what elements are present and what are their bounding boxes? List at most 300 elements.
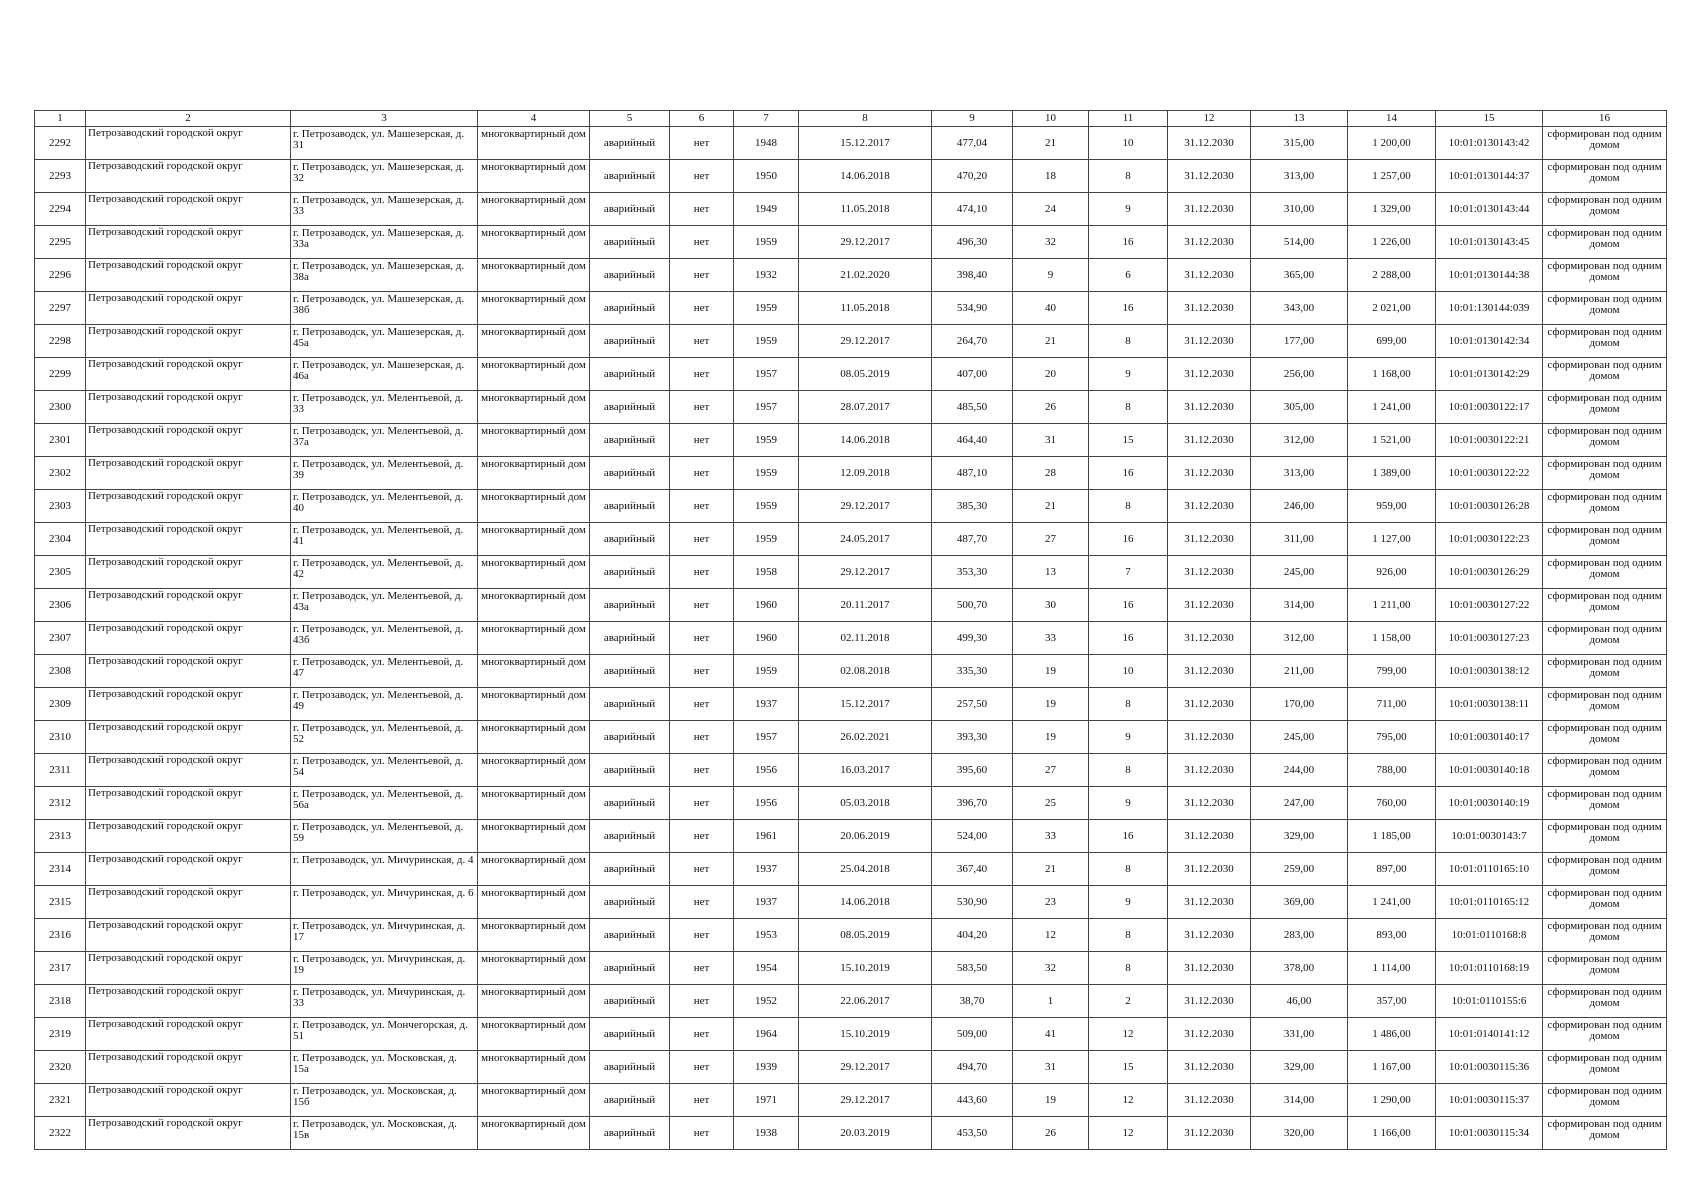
status-cell: нет bbox=[670, 622, 734, 655]
area-cell: 500,70 bbox=[932, 589, 1013, 622]
row-number-cell: 2310 bbox=[35, 721, 86, 754]
cadastral-number-cell: 10:01:0130142:34 bbox=[1436, 325, 1543, 358]
status-cell: нет bbox=[670, 787, 734, 820]
land-status-cell: сформирован под одним домом bbox=[1543, 490, 1667, 523]
year-built-cell: 1959 bbox=[734, 655, 799, 688]
cadastral-number-cell: 10:01:0030126:28 bbox=[1436, 490, 1543, 523]
apartments-cell: 15 bbox=[1089, 424, 1168, 457]
building-type-cell: многоквартирный дом bbox=[478, 292, 590, 325]
address-cell: г. Петрозаводск, ул. Мелентьевой, д. 43б bbox=[291, 622, 478, 655]
address-cell: г. Петрозаводск, ул. Мелентьевой, д. 56а bbox=[291, 787, 478, 820]
row-number-cell: 2303 bbox=[35, 490, 86, 523]
building-type-cell: многоквартирный дом bbox=[478, 556, 590, 589]
deadline-cell: 31.12.2030 bbox=[1168, 622, 1251, 655]
condition-cell: аварийный bbox=[590, 1018, 670, 1051]
condition-cell: аварийный bbox=[590, 721, 670, 754]
municipality-cell: Петрозаводский городской округ bbox=[86, 754, 291, 787]
date-cell: 11.05.2018 bbox=[799, 193, 932, 226]
building-type-cell: многоквартирный дом bbox=[478, 787, 590, 820]
status-cell: нет bbox=[670, 523, 734, 556]
land-status-cell: сформирован под одним домом bbox=[1543, 952, 1667, 985]
land-area-cell: 799,00 bbox=[1348, 655, 1436, 688]
municipality-cell: Петрозаводский городской округ bbox=[86, 886, 291, 919]
land-area-cell: 1 185,00 bbox=[1348, 820, 1436, 853]
building-type-cell: многоквартирный дом bbox=[478, 853, 590, 886]
living-area-cell: 244,00 bbox=[1251, 754, 1348, 787]
condition-cell: аварийный bbox=[590, 193, 670, 226]
apartments-cell: 16 bbox=[1089, 622, 1168, 655]
row-number-cell: 2322 bbox=[35, 1117, 86, 1150]
cadastral-number-cell: 10:01:0030122:22 bbox=[1436, 457, 1543, 490]
deadline-cell: 31.12.2030 bbox=[1168, 556, 1251, 589]
address-cell: г. Петрозаводск, ул. Мелентьевой, д. 54 bbox=[291, 754, 478, 787]
date-cell: 29.12.2017 bbox=[799, 1051, 932, 1084]
apartments-cell: 8 bbox=[1089, 853, 1168, 886]
residents-cell: 32 bbox=[1013, 952, 1089, 985]
column-header-9: 9 bbox=[932, 111, 1013, 127]
land-status-cell: сформирован под одним домом bbox=[1543, 358, 1667, 391]
residents-cell: 21 bbox=[1013, 325, 1089, 358]
deadline-cell: 31.12.2030 bbox=[1168, 721, 1251, 754]
row-number-cell: 2299 bbox=[35, 358, 86, 391]
cadastral-number-cell: 10:01:0110165:10 bbox=[1436, 853, 1543, 886]
deadline-cell: 31.12.2030 bbox=[1168, 589, 1251, 622]
row-number-cell: 2318 bbox=[35, 985, 86, 1018]
building-type-cell: многоквартирный дом bbox=[478, 391, 590, 424]
table-row bbox=[35, 160, 1667, 193]
date-cell: 08.05.2019 bbox=[799, 358, 932, 391]
apartments-cell: 8 bbox=[1089, 952, 1168, 985]
land-status-cell: сформирован под одним домом bbox=[1543, 1084, 1667, 1117]
deadline-cell: 31.12.2030 bbox=[1168, 919, 1251, 952]
address-cell: г. Петрозаводск, ул. Мичуринская, д. 33 bbox=[291, 985, 478, 1018]
year-built-cell: 1959 bbox=[734, 523, 799, 556]
column-header-16: 16 bbox=[1543, 111, 1667, 127]
apartments-cell: 12 bbox=[1089, 1018, 1168, 1051]
year-built-cell: 1937 bbox=[734, 688, 799, 721]
table-row bbox=[35, 655, 1667, 688]
deadline-cell: 31.12.2030 bbox=[1168, 325, 1251, 358]
land-area-cell: 788,00 bbox=[1348, 754, 1436, 787]
residents-cell: 28 bbox=[1013, 457, 1089, 490]
year-built-cell: 1950 bbox=[734, 160, 799, 193]
municipality-cell: Петрозаводский городской округ bbox=[86, 391, 291, 424]
land-area-cell: 357,00 bbox=[1348, 985, 1436, 1018]
residents-cell: 12 bbox=[1013, 919, 1089, 952]
year-built-cell: 1959 bbox=[734, 490, 799, 523]
cadastral-number-cell: 10:01:0030138:12 bbox=[1436, 655, 1543, 688]
land-status-cell: сформирован под одним домом bbox=[1543, 160, 1667, 193]
municipality-cell: Петрозаводский городской округ bbox=[86, 292, 291, 325]
year-built-cell: 1957 bbox=[734, 391, 799, 424]
table-row bbox=[35, 292, 1667, 325]
apartments-cell: 8 bbox=[1089, 160, 1168, 193]
row-number-cell: 2321 bbox=[35, 1084, 86, 1117]
building-type-cell: многоквартирный дом bbox=[478, 358, 590, 391]
table-row bbox=[35, 127, 1667, 160]
status-cell: нет bbox=[670, 853, 734, 886]
apartments-cell: 9 bbox=[1089, 358, 1168, 391]
date-cell: 16.03.2017 bbox=[799, 754, 932, 787]
row-number-cell: 2312 bbox=[35, 787, 86, 820]
living-area-cell: 256,00 bbox=[1251, 358, 1348, 391]
municipality-cell: Петрозаводский городской округ bbox=[86, 622, 291, 655]
land-area-cell: 1 166,00 bbox=[1348, 1117, 1436, 1150]
year-built-cell: 1959 bbox=[734, 424, 799, 457]
area-cell: 470,20 bbox=[932, 160, 1013, 193]
row-number-cell: 2302 bbox=[35, 457, 86, 490]
municipality-cell: Петрозаводский городской округ bbox=[86, 1018, 291, 1051]
table-row bbox=[35, 1084, 1667, 1117]
residents-cell: 27 bbox=[1013, 754, 1089, 787]
apartments-cell: 9 bbox=[1089, 193, 1168, 226]
row-number-cell: 2293 bbox=[35, 160, 86, 193]
row-number-cell: 2314 bbox=[35, 853, 86, 886]
residents-cell: 26 bbox=[1013, 1117, 1089, 1150]
year-built-cell: 1958 bbox=[734, 556, 799, 589]
year-built-cell: 1960 bbox=[734, 622, 799, 655]
land-status-cell: сформирован под одним домом bbox=[1543, 688, 1667, 721]
municipality-cell: Петрозаводский городской округ bbox=[86, 1051, 291, 1084]
condition-cell: аварийный bbox=[590, 160, 670, 193]
living-area-cell: 177,00 bbox=[1251, 325, 1348, 358]
apartments-cell: 16 bbox=[1089, 457, 1168, 490]
condition-cell: аварийный bbox=[590, 688, 670, 721]
year-built-cell: 1939 bbox=[734, 1051, 799, 1084]
status-cell: нет bbox=[670, 688, 734, 721]
municipality-cell: Петрозаводский городской округ bbox=[86, 985, 291, 1018]
date-cell: 29.12.2017 bbox=[799, 1084, 932, 1117]
living-area-cell: 305,00 bbox=[1251, 391, 1348, 424]
municipality-cell: Петрозаводский городской округ bbox=[86, 556, 291, 589]
row-number-cell: 2297 bbox=[35, 292, 86, 325]
area-cell: 443,60 bbox=[932, 1084, 1013, 1117]
table-row bbox=[35, 424, 1667, 457]
status-cell: нет bbox=[670, 292, 734, 325]
address-cell: г. Петрозаводск, ул. Мелентьевой, д. 43а bbox=[291, 589, 478, 622]
year-built-cell: 1956 bbox=[734, 787, 799, 820]
status-cell: нет bbox=[670, 391, 734, 424]
row-number-cell: 2298 bbox=[35, 325, 86, 358]
land-area-cell: 1 226,00 bbox=[1348, 226, 1436, 259]
year-built-cell: 1949 bbox=[734, 193, 799, 226]
living-area-cell: 311,00 bbox=[1251, 523, 1348, 556]
area-cell: 453,50 bbox=[932, 1117, 1013, 1150]
condition-cell: аварийный bbox=[590, 1051, 670, 1084]
apartments-cell: 12 bbox=[1089, 1117, 1168, 1150]
condition-cell: аварийный bbox=[590, 655, 670, 688]
building-type-cell: многоквартирный дом bbox=[478, 1117, 590, 1150]
residents-cell: 31 bbox=[1013, 424, 1089, 457]
living-area-cell: 331,00 bbox=[1251, 1018, 1348, 1051]
municipality-cell: Петрозаводский городской округ bbox=[86, 226, 291, 259]
land-status-cell: сформирован под одним домом bbox=[1543, 556, 1667, 589]
cadastral-number-cell: 10:01:0030115:37 bbox=[1436, 1084, 1543, 1117]
table-row bbox=[35, 325, 1667, 358]
status-cell: нет bbox=[670, 358, 734, 391]
condition-cell: аварийный bbox=[590, 952, 670, 985]
cadastral-number-cell: 10:01:0030126:29 bbox=[1436, 556, 1543, 589]
year-built-cell: 1957 bbox=[734, 721, 799, 754]
deadline-cell: 31.12.2030 bbox=[1168, 193, 1251, 226]
area-cell: 499,30 bbox=[932, 622, 1013, 655]
area-cell: 353,30 bbox=[932, 556, 1013, 589]
condition-cell: аварийный bbox=[590, 490, 670, 523]
address-cell: г. Петрозаводск, ул. Мелентьевой, д. 47 bbox=[291, 655, 478, 688]
municipality-cell: Петрозаводский городской округ bbox=[86, 853, 291, 886]
land-status-cell: сформирован под одним домом bbox=[1543, 589, 1667, 622]
land-status-cell: сформирован под одним домом bbox=[1543, 655, 1667, 688]
date-cell: 15.12.2017 bbox=[799, 127, 932, 160]
residents-cell: 19 bbox=[1013, 688, 1089, 721]
land-status-cell: сформирован под одним домом bbox=[1543, 523, 1667, 556]
apartments-cell: 2 bbox=[1089, 985, 1168, 1018]
deadline-cell: 31.12.2030 bbox=[1168, 160, 1251, 193]
table-row bbox=[35, 358, 1667, 391]
residents-cell: 33 bbox=[1013, 622, 1089, 655]
deadline-cell: 31.12.2030 bbox=[1168, 391, 1251, 424]
column-header-11: 11 bbox=[1089, 111, 1168, 127]
cadastral-number-cell: 10:01:0030122:23 bbox=[1436, 523, 1543, 556]
cadastral-number-cell: 10:01:0110168:19 bbox=[1436, 952, 1543, 985]
table-row bbox=[35, 523, 1667, 556]
land-status-cell: сформирован под одним домом bbox=[1543, 391, 1667, 424]
table-row bbox=[35, 688, 1667, 721]
apartments-cell: 12 bbox=[1089, 1084, 1168, 1117]
date-cell: 08.05.2019 bbox=[799, 919, 932, 952]
land-area-cell: 1 521,00 bbox=[1348, 424, 1436, 457]
address-cell: г. Петрозаводск, ул. Машезерская, д. 33 bbox=[291, 193, 478, 226]
residents-cell: 21 bbox=[1013, 490, 1089, 523]
date-cell: 14.06.2018 bbox=[799, 886, 932, 919]
building-type-cell: многоквартирный дом bbox=[478, 655, 590, 688]
table-row bbox=[35, 193, 1667, 226]
municipality-cell: Петрозаводский городской округ bbox=[86, 688, 291, 721]
apartments-cell: 10 bbox=[1089, 127, 1168, 160]
column-header-12: 12 bbox=[1168, 111, 1251, 127]
table-row bbox=[35, 754, 1667, 787]
land-status-cell: сформирован под одним домом bbox=[1543, 787, 1667, 820]
building-type-cell: многоквартирный дом bbox=[478, 754, 590, 787]
year-built-cell: 1948 bbox=[734, 127, 799, 160]
date-cell: 05.03.2018 bbox=[799, 787, 932, 820]
year-built-cell: 1932 bbox=[734, 259, 799, 292]
cadastral-number-cell: 10:01:0140141:12 bbox=[1436, 1018, 1543, 1051]
condition-cell: аварийный bbox=[590, 325, 670, 358]
year-built-cell: 1957 bbox=[734, 358, 799, 391]
row-number-cell: 2308 bbox=[35, 655, 86, 688]
municipality-cell: Петрозаводский городской округ bbox=[86, 820, 291, 853]
date-cell: 15.12.2017 bbox=[799, 688, 932, 721]
cadastral-number-cell: 10:01:0130144:38 bbox=[1436, 259, 1543, 292]
land-status-cell: сформирован под одним домом bbox=[1543, 1018, 1667, 1051]
building-type-cell: многоквартирный дом bbox=[478, 1084, 590, 1117]
living-area-cell: 170,00 bbox=[1251, 688, 1348, 721]
condition-cell: аварийный bbox=[590, 919, 670, 952]
year-built-cell: 1964 bbox=[734, 1018, 799, 1051]
date-cell: 22.06.2017 bbox=[799, 985, 932, 1018]
municipality-cell: Петрозаводский городской округ bbox=[86, 919, 291, 952]
apartments-cell: 16 bbox=[1089, 523, 1168, 556]
deadline-cell: 31.12.2030 bbox=[1168, 358, 1251, 391]
year-built-cell: 1952 bbox=[734, 985, 799, 1018]
living-area-cell: 46,00 bbox=[1251, 985, 1348, 1018]
living-area-cell: 365,00 bbox=[1251, 259, 1348, 292]
table-row bbox=[35, 919, 1667, 952]
municipality-cell: Петрозаводский городской округ bbox=[86, 160, 291, 193]
land-status-cell: сформирован под одним домом bbox=[1543, 292, 1667, 325]
land-area-cell: 926,00 bbox=[1348, 556, 1436, 589]
residents-cell: 40 bbox=[1013, 292, 1089, 325]
land-area-cell: 1 486,00 bbox=[1348, 1018, 1436, 1051]
building-type-cell: многоквартирный дом bbox=[478, 589, 590, 622]
address-cell: г. Петрозаводск, ул. Мелентьевой, д. 49 bbox=[291, 688, 478, 721]
living-area-cell: 320,00 bbox=[1251, 1117, 1348, 1150]
land-status-cell: сформирован под одним домом bbox=[1543, 226, 1667, 259]
municipality-cell: Петрозаводский городской округ bbox=[86, 952, 291, 985]
deadline-cell: 31.12.2030 bbox=[1168, 1051, 1251, 1084]
living-area-cell: 343,00 bbox=[1251, 292, 1348, 325]
table-row bbox=[35, 589, 1667, 622]
deadline-cell: 31.12.2030 bbox=[1168, 1084, 1251, 1117]
table-row bbox=[35, 1018, 1667, 1051]
area-cell: 534,90 bbox=[932, 292, 1013, 325]
row-number-cell: 2317 bbox=[35, 952, 86, 985]
year-built-cell: 1937 bbox=[734, 886, 799, 919]
building-type-cell: многоквартирный дом bbox=[478, 820, 590, 853]
land-status-cell: сформирован под одним домом bbox=[1543, 919, 1667, 952]
area-cell: 393,30 bbox=[932, 721, 1013, 754]
deadline-cell: 31.12.2030 bbox=[1168, 1117, 1251, 1150]
address-cell: г. Петрозаводск, ул. Мелентьевой, д. 37а bbox=[291, 424, 478, 457]
deadline-cell: 31.12.2030 bbox=[1168, 424, 1251, 457]
living-area-cell: 329,00 bbox=[1251, 1051, 1348, 1084]
land-status-cell: сформирован под одним домом bbox=[1543, 259, 1667, 292]
land-status-cell: сформирован под одним домом bbox=[1543, 457, 1667, 490]
apartments-cell: 16 bbox=[1089, 226, 1168, 259]
address-cell: г. Петрозаводск, ул. Мелентьевой, д. 52 bbox=[291, 721, 478, 754]
area-cell: 487,70 bbox=[932, 523, 1013, 556]
apartments-cell: 9 bbox=[1089, 886, 1168, 919]
living-area-cell: 315,00 bbox=[1251, 127, 1348, 160]
condition-cell: аварийный bbox=[590, 1084, 670, 1117]
land-area-cell: 1 241,00 bbox=[1348, 391, 1436, 424]
land-area-cell: 897,00 bbox=[1348, 853, 1436, 886]
municipality-cell: Петрозаводский городской округ bbox=[86, 523, 291, 556]
residents-cell: 41 bbox=[1013, 1018, 1089, 1051]
land-status-cell: сформирован под одним домом bbox=[1543, 754, 1667, 787]
area-cell: 530,90 bbox=[932, 886, 1013, 919]
area-cell: 407,00 bbox=[932, 358, 1013, 391]
condition-cell: аварийный bbox=[590, 787, 670, 820]
column-header-6: 6 bbox=[670, 111, 734, 127]
cadastral-number-cell: 10:01:0110168:8 bbox=[1436, 919, 1543, 952]
row-number-cell: 2313 bbox=[35, 820, 86, 853]
column-header-5: 5 bbox=[590, 111, 670, 127]
cadastral-number-cell: 10:01:0030127:23 bbox=[1436, 622, 1543, 655]
address-cell: г. Петрозаводск, ул. Московская, д. 15б bbox=[291, 1084, 478, 1117]
status-cell: нет bbox=[670, 985, 734, 1018]
area-cell: 385,30 bbox=[932, 490, 1013, 523]
apartments-cell: 8 bbox=[1089, 490, 1168, 523]
address-cell: г. Петрозаводск, ул. Машезерская, д. 32 bbox=[291, 160, 478, 193]
residents-cell: 30 bbox=[1013, 589, 1089, 622]
land-area-cell: 1 329,00 bbox=[1348, 193, 1436, 226]
address-cell: г. Петрозаводск, ул. Мелентьевой, д. 39 bbox=[291, 457, 478, 490]
land-area-cell: 1 241,00 bbox=[1348, 886, 1436, 919]
deadline-cell: 31.12.2030 bbox=[1168, 523, 1251, 556]
cadastral-number-cell: 10:01:0030140:18 bbox=[1436, 754, 1543, 787]
table-row bbox=[35, 622, 1667, 655]
land-area-cell: 959,00 bbox=[1348, 490, 1436, 523]
status-cell: нет bbox=[670, 721, 734, 754]
deadline-cell: 31.12.2030 bbox=[1168, 886, 1251, 919]
condition-cell: аварийный bbox=[590, 985, 670, 1018]
building-type-cell: многоквартирный дом bbox=[478, 721, 590, 754]
deadline-cell: 31.12.2030 bbox=[1168, 655, 1251, 688]
municipality-cell: Петрозаводский городской округ bbox=[86, 589, 291, 622]
land-status-cell: сформирован под одним домом bbox=[1543, 193, 1667, 226]
condition-cell: аварийный bbox=[590, 259, 670, 292]
living-area-cell: 247,00 bbox=[1251, 787, 1348, 820]
residents-cell: 21 bbox=[1013, 853, 1089, 886]
living-area-cell: 329,00 bbox=[1251, 820, 1348, 853]
address-cell: г. Петрозаводск, ул. Машезерская, д. 46а bbox=[291, 358, 478, 391]
apartments-cell: 7 bbox=[1089, 556, 1168, 589]
residents-cell: 32 bbox=[1013, 226, 1089, 259]
date-cell: 20.06.2019 bbox=[799, 820, 932, 853]
living-area-cell: 313,00 bbox=[1251, 160, 1348, 193]
date-cell: 29.12.2017 bbox=[799, 556, 932, 589]
condition-cell: аварийный bbox=[590, 292, 670, 325]
building-type-cell: многоквартирный дом bbox=[478, 952, 590, 985]
address-cell: г. Петрозаводск, ул. Московская, д. 15а bbox=[291, 1051, 478, 1084]
cadastral-number-cell: 10:01:0030115:34 bbox=[1436, 1117, 1543, 1150]
deadline-cell: 31.12.2030 bbox=[1168, 754, 1251, 787]
municipality-cell: Петрозаводский городской округ bbox=[86, 721, 291, 754]
deadline-cell: 31.12.2030 bbox=[1168, 820, 1251, 853]
address-cell: г. Петрозаводск, ул. Мичуринская, д. 6 bbox=[291, 886, 478, 919]
residents-cell: 21 bbox=[1013, 127, 1089, 160]
address-cell: г. Петрозаводск, ул. Мелентьевой, д. 33 bbox=[291, 391, 478, 424]
table-row bbox=[35, 226, 1667, 259]
area-cell: 367,40 bbox=[932, 853, 1013, 886]
deadline-cell: 31.12.2030 bbox=[1168, 490, 1251, 523]
address-cell: г. Петрозаводск, ул. Мичуринская, д. 17 bbox=[291, 919, 478, 952]
area-cell: 264,70 bbox=[932, 325, 1013, 358]
condition-cell: аварийный bbox=[590, 424, 670, 457]
living-area-cell: 259,00 bbox=[1251, 853, 1348, 886]
residents-cell: 13 bbox=[1013, 556, 1089, 589]
condition-cell: аварийный bbox=[590, 358, 670, 391]
living-area-cell: 514,00 bbox=[1251, 226, 1348, 259]
date-cell: 29.12.2017 bbox=[799, 325, 932, 358]
table-row bbox=[35, 457, 1667, 490]
address-cell: г. Петрозаводск, ул. Мелентьевой, д. 42 bbox=[291, 556, 478, 589]
area-cell: 487,10 bbox=[932, 457, 1013, 490]
status-cell: нет bbox=[670, 127, 734, 160]
date-cell: 20.03.2019 bbox=[799, 1117, 932, 1150]
municipality-cell: Петрозаводский городской округ bbox=[86, 127, 291, 160]
area-cell: 395,60 bbox=[932, 754, 1013, 787]
date-cell: 12.09.2018 bbox=[799, 457, 932, 490]
municipality-cell: Петрозаводский городской округ bbox=[86, 655, 291, 688]
area-cell: 335,30 bbox=[932, 655, 1013, 688]
deadline-cell: 31.12.2030 bbox=[1168, 688, 1251, 721]
land-area-cell: 1 257,00 bbox=[1348, 160, 1436, 193]
area-cell: 496,30 bbox=[932, 226, 1013, 259]
apartments-cell: 10 bbox=[1089, 655, 1168, 688]
